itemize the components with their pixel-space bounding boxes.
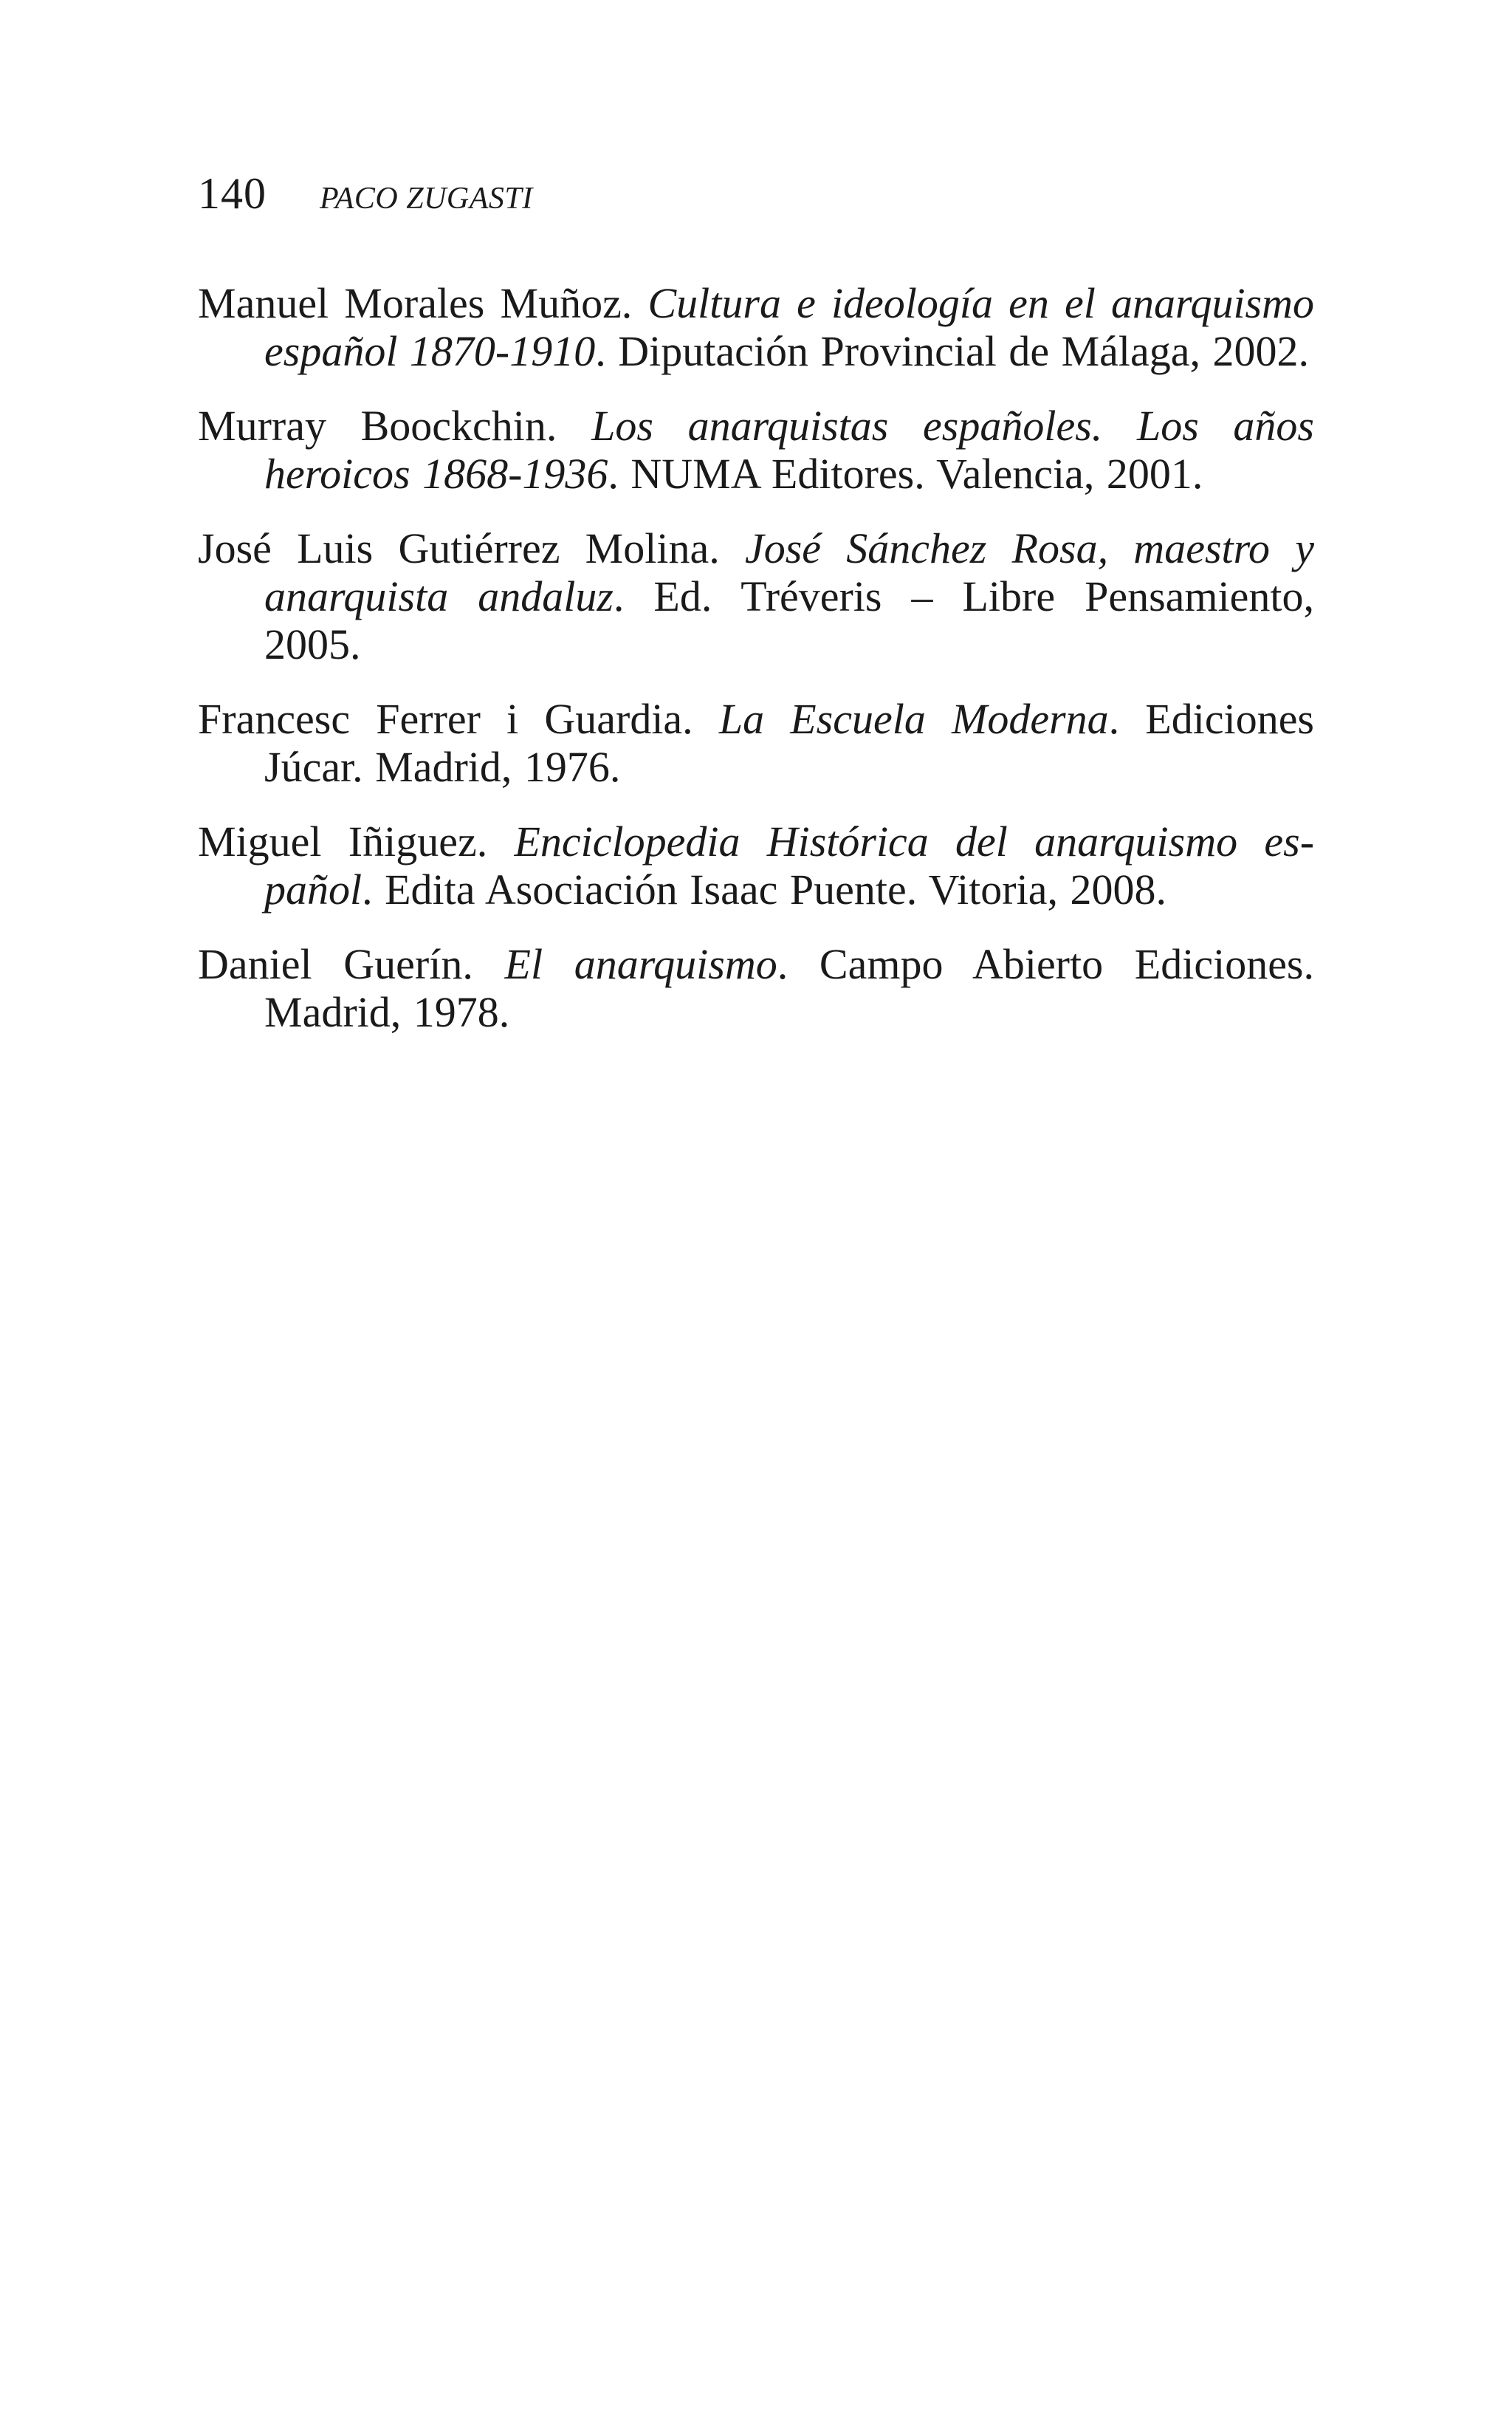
running-header — [198, 168, 533, 219]
entry-title: Cultura e ideología en el anarquismo español 1870-1910 — [264, 279, 1315, 375]
entry-title: Enciclopedia Histórica del anarquismo español — [264, 818, 1315, 914]
entry-publication: . Ed. Tréveris – Libre Pensamiento, 2005. — [264, 572, 1315, 668]
bibliography-entry — [198, 940, 1314, 1036]
bibliography-entry — [198, 279, 1314, 375]
bibliography-entry — [198, 818, 1314, 914]
entry-author: Francesc Ferrer i Guardia. — [198, 695, 693, 743]
entry-title: El anarquismo — [504, 940, 777, 988]
running-head-author: PACO ZUGASTI — [320, 182, 533, 216]
entry-author: José Luis Gutiérrez Molina. — [198, 524, 720, 572]
bibliography-entry — [198, 695, 1314, 791]
entry-author: Miguel Iñiguez. — [198, 818, 488, 866]
entry-author: Daniel Guerín. — [198, 940, 473, 988]
page-number: 140 — [198, 169, 267, 218]
entry-title: La Escuela Moderna — [718, 695, 1109, 743]
entry-publication: . NUMA Editores. Valencia, 2001. — [608, 450, 1203, 498]
entry-publication: . Diputación Provincial de Málaga, 2002. — [595, 327, 1310, 375]
bibliography-entry — [198, 402, 1314, 498]
entry-author: Manuel Morales Muñoz. — [198, 279, 633, 327]
entry-title: Los anarquistas españoles. Los años heroicos 1868-1936 — [264, 402, 1315, 498]
bibliography-entry — [198, 524, 1314, 668]
entry-title: José Sánchez Rosa, maestro y anarquista andaluz — [264, 524, 1315, 620]
entry-publication: . Ediciones Júcar. Madrid, 1976. — [264, 695, 1315, 791]
entry-publication: . Edita Asociación Isaac Puente. Vitoria, 2008. — [362, 866, 1166, 914]
entry-author: Murray Boockchin. — [198, 402, 557, 450]
bibliography-list — [198, 279, 1314, 1063]
entry-publication: . Campo Abierto Ediciones. Madrid, 1978. — [264, 940, 1315, 1036]
